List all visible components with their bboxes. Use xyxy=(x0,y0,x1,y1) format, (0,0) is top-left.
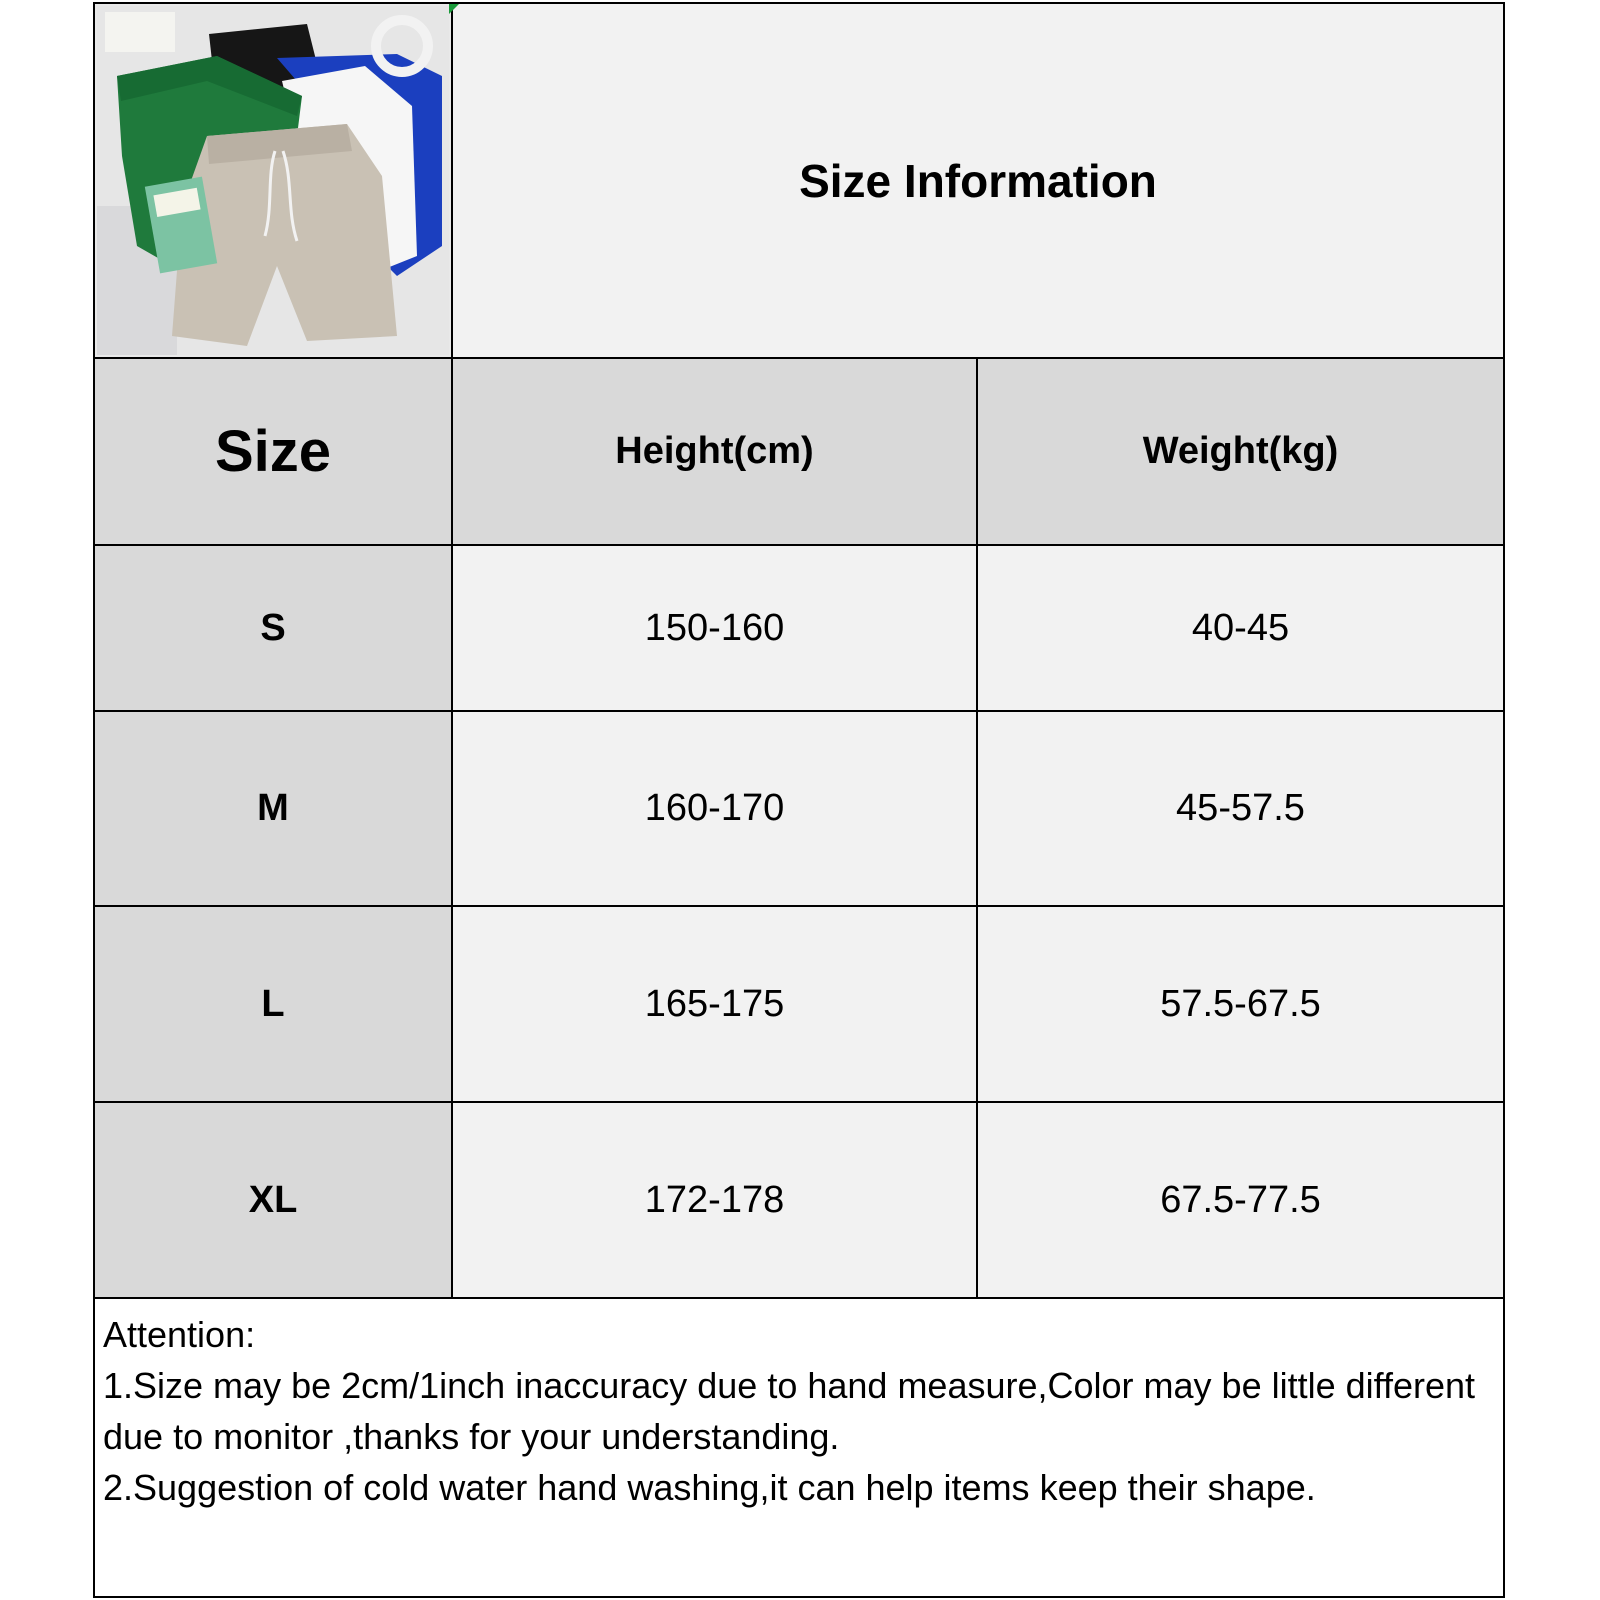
size-label: S xyxy=(95,546,453,712)
header-size: Size xyxy=(95,359,453,546)
attention-notes xyxy=(95,1299,1505,1598)
height-value: 172-178 xyxy=(453,1103,978,1299)
notes-heading: Attention: xyxy=(103,1314,256,1355)
weight-value: 67.5-77.5 xyxy=(978,1103,1505,1299)
weight-value: 40-45 xyxy=(978,546,1505,712)
header-weight: Weight(kg) xyxy=(978,359,1505,546)
size-label: XL xyxy=(95,1103,453,1299)
page-title: Size Information xyxy=(453,4,1505,359)
height-value: 150-160 xyxy=(453,546,978,712)
size-label: L xyxy=(95,907,453,1103)
shorts-image xyxy=(97,6,449,355)
cell-corner-marker xyxy=(449,4,459,14)
height-value: 165-175 xyxy=(453,907,978,1103)
size-label: M xyxy=(95,712,453,907)
height-value: 160-170 xyxy=(453,712,978,907)
notes-line-1: 1.Size may be 2cm/1inch inaccuracy due to hand measure,Color may be little different due to monitor ,thanks for your understanding. xyxy=(103,1365,1476,1457)
header-height: Height(cm) xyxy=(453,359,978,546)
product-photo xyxy=(95,4,453,359)
weight-value: 45-57.5 xyxy=(978,712,1505,907)
notes-line-2: 2.Suggestion of cold water hand washing,it can help items keep their shape. xyxy=(103,1467,1316,1508)
size-chart xyxy=(93,2,1505,1598)
weight-value: 57.5-67.5 xyxy=(978,907,1505,1103)
